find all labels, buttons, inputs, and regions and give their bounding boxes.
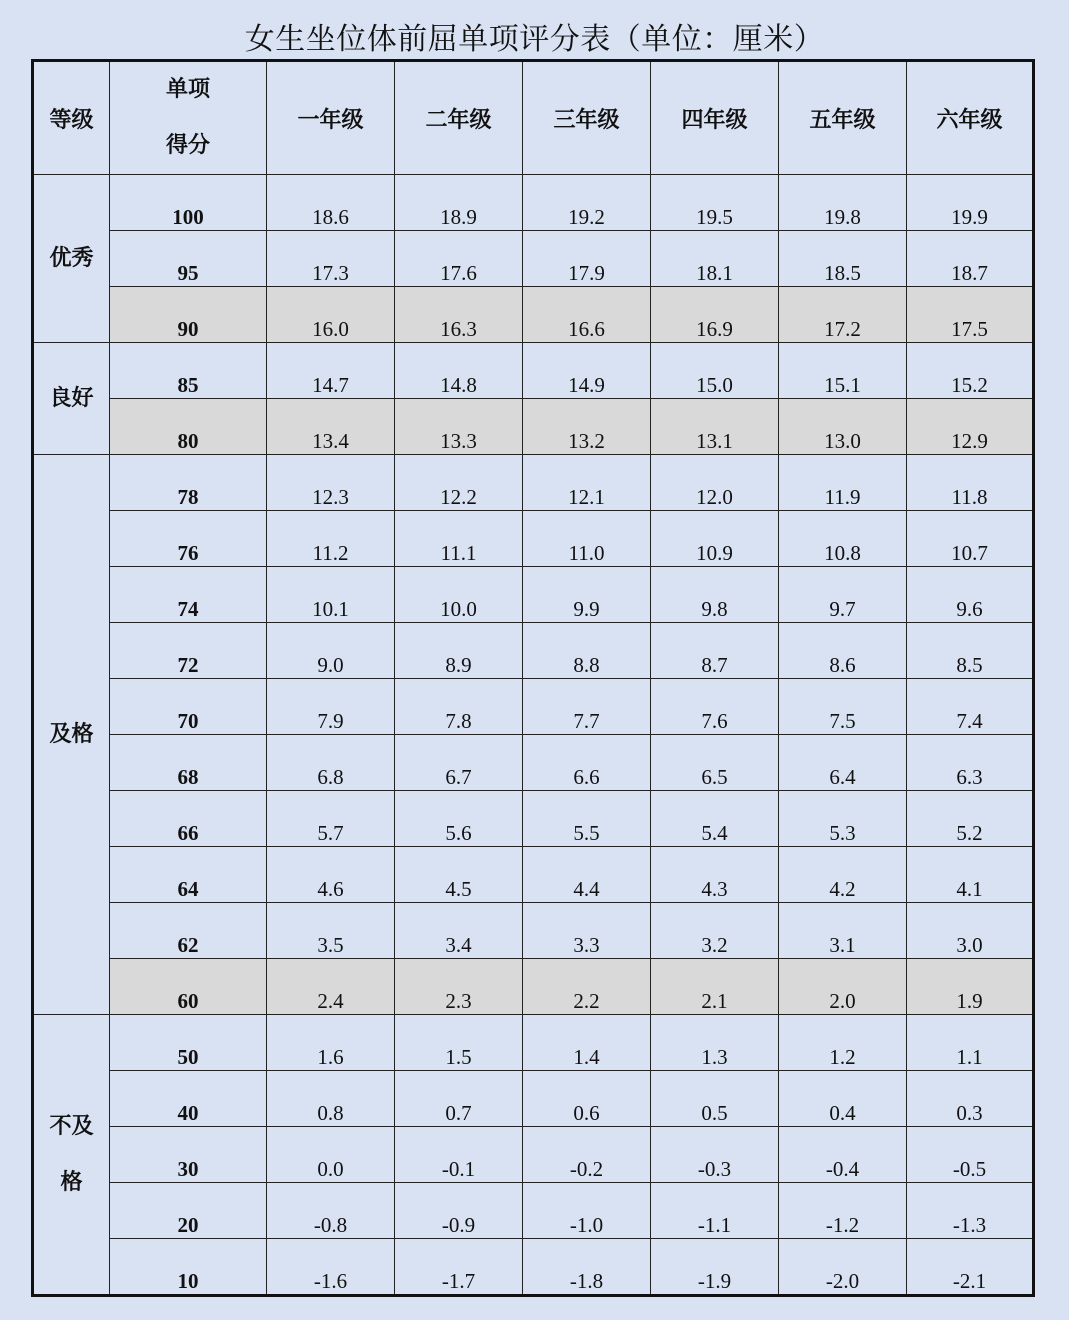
score-cell: 95 <box>110 231 267 287</box>
value-cell: 7.6 <box>651 679 779 735</box>
value-cell: 7.9 <box>267 679 395 735</box>
value-cell: -1.7 <box>395 1239 523 1296</box>
value-cell: 17.5 <box>907 287 1034 343</box>
value-cell: 6.3 <box>907 735 1034 791</box>
score-cell: 62 <box>110 903 267 959</box>
table-row <box>33 623 1034 679</box>
value-cell: 0.8 <box>267 1071 395 1127</box>
page-title: 女生坐位体前屈单项评分表（单位：厘米） <box>244 22 825 57</box>
table-row <box>33 1127 1034 1183</box>
value-cell: 4.1 <box>907 847 1034 903</box>
table-row <box>33 231 1034 287</box>
value-cell: 15.0 <box>651 343 779 399</box>
value-cell: 8.8 <box>523 623 651 679</box>
value-cell: 12.3 <box>267 455 395 511</box>
score-cell: 20 <box>110 1183 267 1239</box>
value-cell: -2.1 <box>907 1239 1034 1296</box>
level-label-line2: 格 <box>60 1169 83 1195</box>
header-grade-6: 六年级 <box>907 61 1034 175</box>
value-cell: 1.4 <box>523 1015 651 1071</box>
score-cell: 76 <box>110 511 267 567</box>
value-cell: 11.0 <box>523 511 651 567</box>
value-cell: 5.4 <box>651 791 779 847</box>
value-cell: -1.2 <box>779 1183 907 1239</box>
value-cell: -0.5 <box>907 1127 1034 1183</box>
table-row <box>33 1239 1034 1296</box>
value-cell: 16.0 <box>267 287 395 343</box>
level-cell <box>33 1015 110 1296</box>
value-cell: 5.7 <box>267 791 395 847</box>
value-cell: 0.6 <box>523 1071 651 1127</box>
value-cell: 9.7 <box>779 567 907 623</box>
value-cell: 16.3 <box>395 287 523 343</box>
value-cell: 18.6 <box>267 175 395 231</box>
value-cell: 6.8 <box>267 735 395 791</box>
score-cell: 90 <box>110 287 267 343</box>
level-cell: 及格 <box>33 455 110 1015</box>
score-cell: 60 <box>110 959 267 1015</box>
value-cell: 18.5 <box>779 231 907 287</box>
value-cell: 8.7 <box>651 623 779 679</box>
header-level: 等级 <box>33 61 110 175</box>
value-cell: 4.3 <box>651 847 779 903</box>
table-row <box>33 455 1034 511</box>
value-cell: 4.5 <box>395 847 523 903</box>
value-cell: -1.0 <box>523 1183 651 1239</box>
value-cell: 17.6 <box>395 231 523 287</box>
value-cell: 1.5 <box>395 1015 523 1071</box>
table-row <box>33 287 1034 343</box>
score-cell: 66 <box>110 791 267 847</box>
value-cell: 13.3 <box>395 399 523 455</box>
value-cell: 7.4 <box>907 679 1034 735</box>
value-cell: 9.6 <box>907 567 1034 623</box>
value-cell: 0.3 <box>907 1071 1034 1127</box>
value-cell: 6.5 <box>651 735 779 791</box>
value-cell: -1.1 <box>651 1183 779 1239</box>
value-cell: 13.2 <box>523 399 651 455</box>
value-cell: 12.2 <box>395 455 523 511</box>
value-cell: 13.0 <box>779 399 907 455</box>
value-cell: 11.8 <box>907 455 1034 511</box>
table-row <box>33 679 1034 735</box>
value-cell: -1.8 <box>523 1239 651 1296</box>
value-cell: 10.9 <box>651 511 779 567</box>
score-cell: 80 <box>110 399 267 455</box>
table-row <box>33 175 1034 231</box>
value-cell: 2.4 <box>267 959 395 1015</box>
value-cell: 2.1 <box>651 959 779 1015</box>
value-cell: 8.5 <box>907 623 1034 679</box>
scoring-table <box>31 59 1035 1297</box>
value-cell: 3.3 <box>523 903 651 959</box>
value-cell: 16.9 <box>651 287 779 343</box>
value-cell: 14.9 <box>523 343 651 399</box>
value-cell: 11.9 <box>779 455 907 511</box>
header-score-line2: 得分 <box>165 133 210 158</box>
value-cell: -0.4 <box>779 1127 907 1183</box>
level-label-line1: 不及 <box>49 1113 94 1139</box>
value-cell: 18.1 <box>651 231 779 287</box>
value-cell: 3.1 <box>779 903 907 959</box>
score-cell: 78 <box>110 455 267 511</box>
score-cell: 85 <box>110 343 267 399</box>
value-cell: 12.1 <box>523 455 651 511</box>
table-row <box>33 567 1034 623</box>
value-cell: 15.2 <box>907 343 1034 399</box>
score-cell: 40 <box>110 1071 267 1127</box>
value-cell: 2.2 <box>523 959 651 1015</box>
value-cell: 6.7 <box>395 735 523 791</box>
value-cell: 19.9 <box>907 175 1034 231</box>
value-cell: 10.7 <box>907 511 1034 567</box>
table-row <box>33 1071 1034 1127</box>
level-cell: 优秀 <box>33 175 110 343</box>
value-cell: 10.0 <box>395 567 523 623</box>
value-cell: 18.7 <box>907 231 1034 287</box>
table-row <box>33 791 1034 847</box>
value-cell: 3.4 <box>395 903 523 959</box>
value-cell: -0.3 <box>651 1127 779 1183</box>
table-row <box>33 399 1034 455</box>
value-cell: -2.0 <box>779 1239 907 1296</box>
header-grade-4: 四年级 <box>651 61 779 175</box>
header-grade-5: 五年级 <box>779 61 907 175</box>
value-cell: -0.9 <box>395 1183 523 1239</box>
table-row <box>33 959 1034 1015</box>
value-cell: 1.3 <box>651 1015 779 1071</box>
value-cell: 19.8 <box>779 175 907 231</box>
value-cell: 2.0 <box>779 959 907 1015</box>
value-cell: 14.8 <box>395 343 523 399</box>
value-cell: 7.8 <box>395 679 523 735</box>
value-cell: 3.2 <box>651 903 779 959</box>
value-cell: 8.6 <box>779 623 907 679</box>
value-cell: 10.8 <box>779 511 907 567</box>
header-grade-3: 三年级 <box>523 61 651 175</box>
score-cell: 50 <box>110 1015 267 1071</box>
value-cell: 6.6 <box>523 735 651 791</box>
level-cell: 良好 <box>33 343 110 455</box>
value-cell: 11.2 <box>267 511 395 567</box>
score-cell: 74 <box>110 567 267 623</box>
value-cell: 2.3 <box>395 959 523 1015</box>
value-cell: 0.0 <box>267 1127 395 1183</box>
value-cell: 19.5 <box>651 175 779 231</box>
value-cell: 0.7 <box>395 1071 523 1127</box>
value-cell: 15.1 <box>779 343 907 399</box>
value-cell: 6.4 <box>779 735 907 791</box>
value-cell: 4.2 <box>779 847 907 903</box>
value-cell: 1.1 <box>907 1015 1034 1071</box>
value-cell: 18.9 <box>395 175 523 231</box>
score-cell: 64 <box>110 847 267 903</box>
header-row <box>33 61 1034 175</box>
table-row <box>33 847 1034 903</box>
value-cell: 19.2 <box>523 175 651 231</box>
score-cell: 100 <box>110 175 267 231</box>
value-cell: 5.5 <box>523 791 651 847</box>
header-score-line1: 单项 <box>165 77 210 102</box>
value-cell: 17.3 <box>267 231 395 287</box>
value-cell: -1.3 <box>907 1183 1034 1239</box>
score-cell: 70 <box>110 679 267 735</box>
value-cell: 10.1 <box>267 567 395 623</box>
value-cell: -0.1 <box>395 1127 523 1183</box>
value-cell: 1.9 <box>907 959 1034 1015</box>
header-score <box>110 61 267 175</box>
value-cell: 3.5 <box>267 903 395 959</box>
value-cell: 8.9 <box>395 623 523 679</box>
table-row <box>33 343 1034 399</box>
value-cell: 13.4 <box>267 399 395 455</box>
value-cell: 0.5 <box>651 1071 779 1127</box>
value-cell: 16.6 <box>523 287 651 343</box>
value-cell: 17.9 <box>523 231 651 287</box>
value-cell: 7.5 <box>779 679 907 735</box>
header-grade-2: 二年级 <box>395 61 523 175</box>
value-cell: 11.1 <box>395 511 523 567</box>
header-grade-1: 一年级 <box>267 61 395 175</box>
value-cell: 9.0 <box>267 623 395 679</box>
value-cell: 14.7 <box>267 343 395 399</box>
value-cell: 12.0 <box>651 455 779 511</box>
score-cell: 72 <box>110 623 267 679</box>
value-cell: 7.7 <box>523 679 651 735</box>
value-cell: 1.2 <box>779 1015 907 1071</box>
table-row <box>33 735 1034 791</box>
table-row <box>33 1183 1034 1239</box>
value-cell: -0.2 <box>523 1127 651 1183</box>
value-cell: 5.6 <box>395 791 523 847</box>
value-cell: 12.9 <box>907 399 1034 455</box>
value-cell: -1.9 <box>651 1239 779 1296</box>
table-row <box>33 511 1034 567</box>
value-cell: 0.4 <box>779 1071 907 1127</box>
value-cell: 5.3 <box>779 791 907 847</box>
value-cell: 17.2 <box>779 287 907 343</box>
value-cell: 4.4 <box>523 847 651 903</box>
table-row <box>33 903 1034 959</box>
table-row <box>33 1015 1034 1071</box>
value-cell: 4.6 <box>267 847 395 903</box>
value-cell: 1.6 <box>267 1015 395 1071</box>
table-body <box>33 175 1034 1296</box>
value-cell: 9.8 <box>651 567 779 623</box>
score-cell: 10 <box>110 1239 267 1296</box>
value-cell: 9.9 <box>523 567 651 623</box>
value-cell: -0.8 <box>267 1183 395 1239</box>
value-cell: 5.2 <box>907 791 1034 847</box>
value-cell: 13.1 <box>651 399 779 455</box>
score-cell: 68 <box>110 735 267 791</box>
value-cell: -1.6 <box>267 1239 395 1296</box>
value-cell: 3.0 <box>907 903 1034 959</box>
score-cell: 30 <box>110 1127 267 1183</box>
